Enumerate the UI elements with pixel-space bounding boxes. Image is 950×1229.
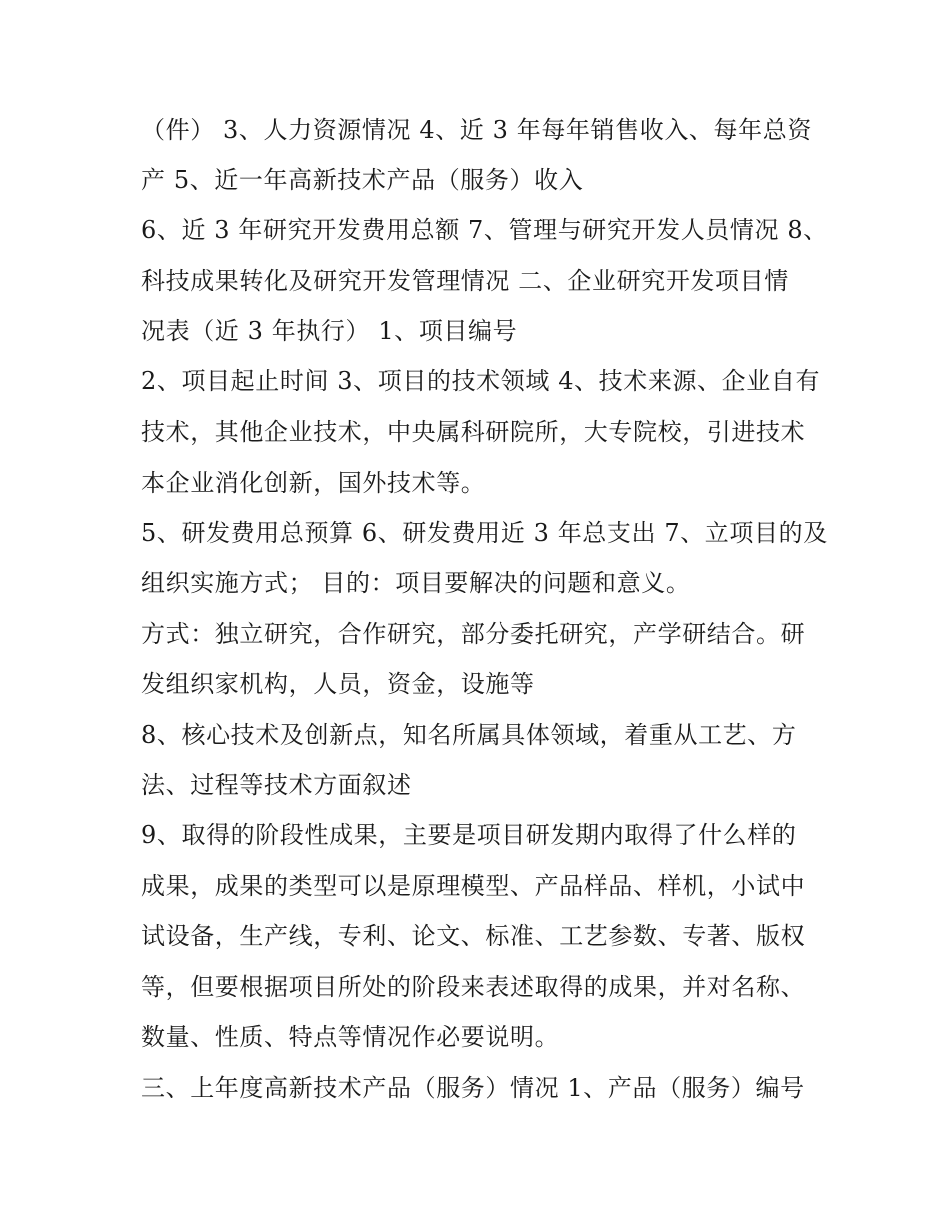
text-line: 2、项目起止时间 3、项目的技术领域 4、技术来源、企业自有 <box>141 367 821 395</box>
text-line: 成果，成果的类型可以是原理模型、产品样品、样机，小试中 <box>141 872 806 900</box>
text-line: 6、近 3 年研究开发费用总额 7、管理与研究开发人员情况 8、 <box>141 216 828 244</box>
text-line: 数量、性质、特点等情况作必要说明。 <box>141 1023 560 1051</box>
text-line: 技术，其他企业技术，中央属科研院所，大专院校，引进技术 <box>141 418 806 446</box>
text-line: 等，但要根据项目所处的阶段来表述取得的成果，并对名称、 <box>141 973 806 1001</box>
text-line: 产 5、近一年高新技术产品（服务）收入 <box>141 166 584 194</box>
text-line: 方式：独立研究，合作研究，部分委托研究，产学研结合。研 <box>141 620 806 648</box>
text-line: 况表（近 3 年执行） 1、项目编号 <box>141 317 518 345</box>
text-line: 科技成果转化及研究开发管理情况 二、企业研究开发项目情 <box>141 267 789 295</box>
text-line: 本企业消化创新，国外技术等。 <box>141 469 486 497</box>
text-line: （件） 3、人力资源情况 4、近 3 年每年销售收入、每年总资 <box>141 116 812 144</box>
text-line: 试设备，生产线，专利、论文、标准、工艺参数、专著、版权 <box>141 922 806 950</box>
text-line: 5、研发费用总预算 6、研发费用近 3 年总支出 7、立项目的及 <box>141 519 828 547</box>
text-line: 9、取得的阶段性成果，主要是项目研发期内取得了什么样的 <box>141 821 797 849</box>
text-line: 三、上年度高新技术产品（服务）情况 1、产品（服务）编号 <box>141 1074 805 1102</box>
text-line: 8、核心技术及创新点，知名所属具体领域，着重从工艺、方 <box>141 721 797 749</box>
text-line: 组织实施方式； 目的：项目要解决的问题和意义。 <box>141 569 691 597</box>
text-line: 法、过程等技术方面叙述 <box>141 771 412 799</box>
text-line: 发组织家机构，人员，资金，设施等 <box>141 670 535 698</box>
